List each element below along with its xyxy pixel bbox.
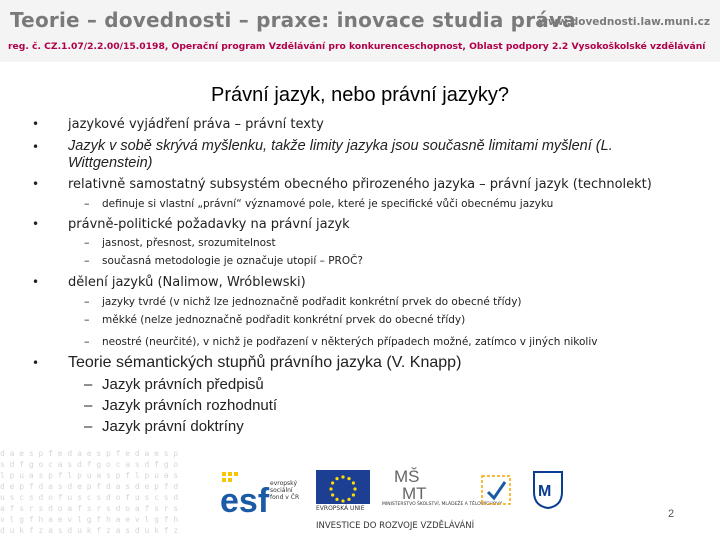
esf-logo [220,470,300,520]
header-subtitle: reg. č. CZ.1.07/2.2.00/15.0198, Operační program Vzdělávání pro konkurenceschopnost, Oblast podpory 2.2 Vysokoškolské vzdělávání [8,41,706,52]
dash-marker: – [84,313,90,326]
bullet-marker: • [32,140,40,154]
footer-caption: INVESTICE DO ROZVOJE VZDĚLÁVÁNÍ [316,521,475,531]
sub-item: neostré (neurčité), v nichž je podřazení v některých případech možné, zatímco v jiných nikoliv [102,336,598,348]
dash-marker: – [84,236,90,249]
dash-marker: – [84,335,90,348]
sub-item: jasnost, přesnost, srozumitelnost [102,237,276,249]
msmt-label: MINISTERSTVO ŠKOLSTVÍ, MLÁDEŽE A TĚLOVÝCHOVY [382,502,503,507]
mu-logo-icon [532,470,564,510]
bullet-marker: • [32,117,40,131]
header-bar [0,0,720,62]
msmt-logo [382,466,503,516]
svg-text:esf: esf [220,482,270,520]
page-number: 2 [668,508,675,520]
bullet-marker: • [32,275,40,289]
slide-title: Právní jazyk, nebo právní jazyky? [211,84,509,106]
bullet-marker: • [32,356,40,370]
sub-item: Jazyk právních předpisů [102,376,264,393]
bullet-item: jazykové vyjádření práva – právní texty [68,117,324,132]
sub-item: měkké (nelze jednoznačně podřadit konkrétní prvek do obecné třídy) [102,314,466,326]
sub-item: současná metodologie je označuje utopií – PROČ? [102,255,363,267]
mu-logo [532,470,564,510]
op-logo [478,472,514,508]
dash-marker: – [84,197,90,210]
eu-label: EVROPSKÁ UNIE [316,505,365,512]
eu-logo [314,470,372,510]
bullet-item: relativně samostatný subsystém obecného přirozeného jazyka – právní jazyk (technolekt) [68,177,652,192]
bullet-item: Jazyk v sobě skrývá myšlenku, takže limity jazyka jsou současně limitami myšlení (L. [68,138,613,154]
sub-item: Jazyk právní doktríny [102,418,244,435]
header-title: Teorie – dovednosti – praxe: inovace studia práva [10,8,576,32]
sub-item: Jazyk právních rozhodnutí [102,397,278,414]
bullet-marker: • [32,217,40,231]
dash-marker: – [84,397,93,414]
bullet-marker: • [32,177,40,191]
header-url[interactable]: www.dovednosti.law.muni.cz [538,16,710,28]
dash-marker: – [84,376,93,393]
op-logo-icon [478,472,514,508]
svg-text:MŠ: MŠ [394,467,420,486]
eu-flag-icon [314,470,372,510]
bullet-item-continuation: Wittgenstein) [68,155,153,171]
svg-text:MT: MT [402,484,427,502]
dash-marker: – [84,418,93,435]
sub-item: jazyky tvrdé (v nichž lze jednoznačně podřadit konkrétní prvek do obecné třídy) [102,296,522,308]
decorative-letter-pattern: d a e s p f e d a e s p f e d a e s p s d f g o c a s d f g o c a s d f g o l p u a s p f l p u a s p f l p u a s d e p f d a s d e p f d a s d e p f d u s c s d o f u s c s d o f u s c s d a f s r s d o a f s r s d o a f s r s v l g f h a e v l g f h a e v l g f h d u k f z a s d u k f z a s d u k f z [0,449,179,535]
msmt-logo-graphic [388,466,468,502]
svg-text:M: M [538,483,552,500]
sub-item: definuje si vlastní „právní“ významové pole, které je specifické vůči obecnému jazyku [102,198,554,210]
dash-marker: – [84,295,90,308]
bullet-item: právně-politické požadavky na právní jazyk [68,217,350,232]
dash-marker: – [84,254,90,267]
bullet-item: dělení jazyků (Nalimow, Wróblewski) [68,275,306,290]
esf-small-label: evropský sociální fond v ČR [270,480,300,501]
bullet-item: Teorie sémantických stupňů právního jazyka (V. Knapp) [68,354,462,371]
